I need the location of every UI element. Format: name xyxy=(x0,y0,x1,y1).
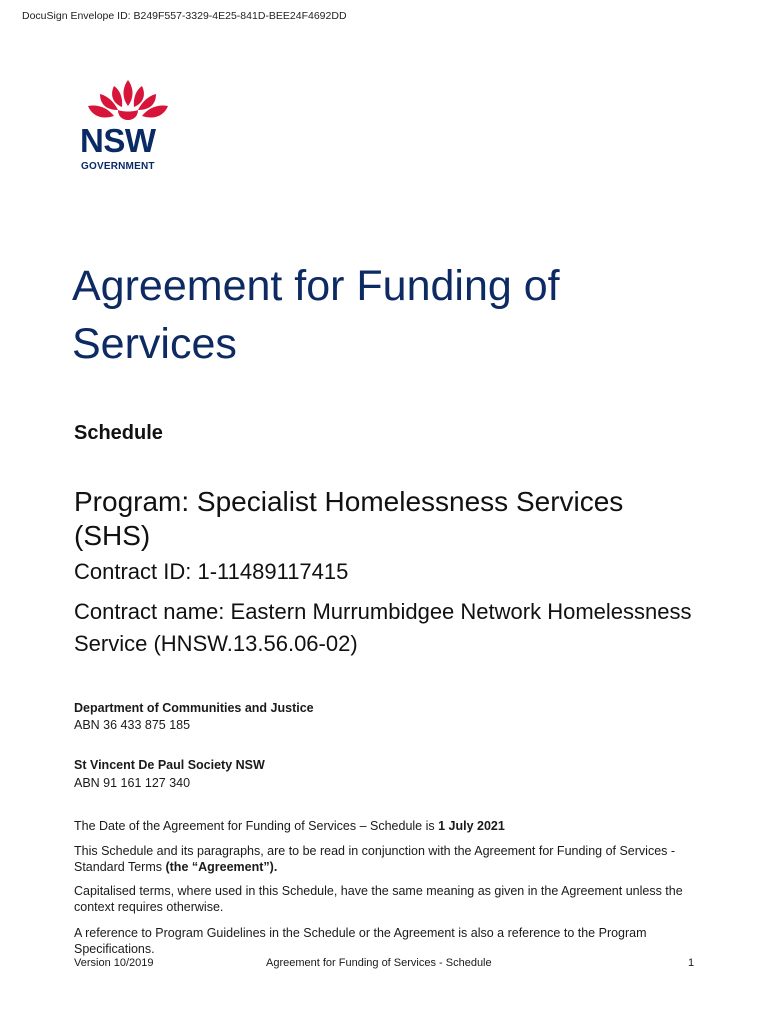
program-name: Program: Specialist Homelessness Services (SHS) xyxy=(74,486,624,551)
program-guidelines-paragraph: A reference to Program Guidelines in the Schedule or the Agreement is also a reference to the Program Specifications. xyxy=(74,926,647,956)
page-number: 1 xyxy=(688,957,695,969)
party-2-abn: ABN 91 161 127 340 xyxy=(74,776,191,790)
schedule-heading: Schedule xyxy=(74,422,163,444)
party-1-name: Department of Communities and Justice xyxy=(74,701,314,715)
docusign-envelope-id: DocuSign Envelope ID: B249F557-3329-4E25-841D-BEE24F4692DD xyxy=(22,10,347,22)
conjunction-paragraph xyxy=(74,843,694,875)
date-text: The Date of the Agreement for Funding of Services – Schedule is xyxy=(74,819,439,833)
capitalised-terms-paragraph: Capitalised terms, where used in this Schedule, have the same meaning as given in the Agreement unless the context requires otherwise. xyxy=(74,884,683,914)
party-1-abn: ABN 36 433 875 185 xyxy=(74,718,191,732)
contract-id: Contract ID: 1-11489117415 xyxy=(74,559,349,584)
agreement-date: 1 July 2021 xyxy=(438,819,505,833)
contract-name: Contract name: Eastern Murrumbidgee Network Homelessness Service (HNSW.13.56.06-02) xyxy=(74,599,692,656)
footer-version: Version 10/2019 xyxy=(74,957,154,969)
nsw-logo-text: NSW xyxy=(80,122,156,159)
government-logo-text: GOVERNMENT xyxy=(81,161,155,172)
agreement-definition: (the “Agreement”). xyxy=(165,860,278,874)
party-2-name: St Vincent De Paul Society NSW xyxy=(74,758,265,772)
conjunction-text: This Schedule and its paragraphs, are to be read in conjunction with the Agreement for Funding of Services - Standard Terms xyxy=(74,844,676,874)
footer-title: Agreement for Funding of Services - Schedule xyxy=(266,957,492,969)
agreement-date-paragraph xyxy=(74,818,694,834)
document-title: Agreement for Funding of Services xyxy=(72,262,560,368)
